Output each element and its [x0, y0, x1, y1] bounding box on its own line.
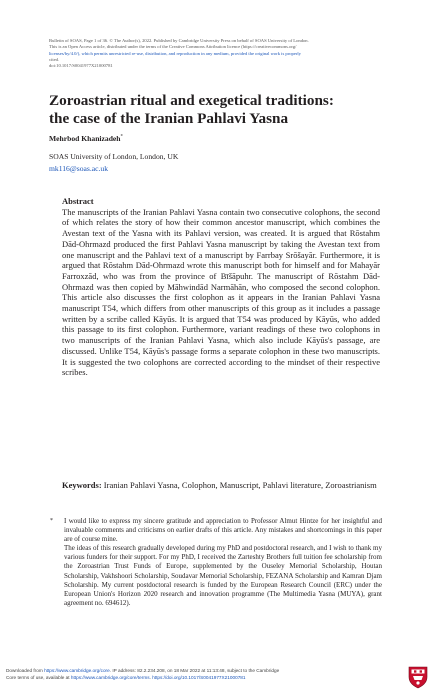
- footer-text: Downloaded from: [6, 668, 43, 673]
- author-footnote-mark[interactable]: *: [120, 134, 124, 140]
- author: [49, 134, 123, 143]
- publication-info: [49, 38, 395, 69]
- doi: doi:10.1017/S0041977X21000781: [49, 63, 113, 69]
- title-line-2: the case of the Iranian Pahlavi Yasna: [49, 109, 289, 127]
- footnote: [50, 517, 382, 608]
- abstract-heading: Abstract: [62, 196, 94, 206]
- keywords: [62, 480, 380, 491]
- keywords-list: Iranian Pahlavi Yasna, Colophon, Manuscript, Pahlavi literature, Zoroastrianism: [103, 480, 377, 490]
- title-line-1: Zoroastrian ritual and exegetical traditions:: [49, 92, 334, 109]
- licence-link[interactable]: licenses/by/4.0/), which permits unrestricted re-use, distribution, and reproduction in any medium, provided the original work is properly: [49, 50, 301, 56]
- cambridge-shield-icon: [406, 665, 430, 689]
- footer-text: .: [149, 674, 151, 680]
- footnote-mark: *: [50, 518, 53, 524]
- abstract-body: The manuscripts of the Iranian Pahlavi Yasna contain two consecutive colophons, the second of which relates the story of how their common ancestor manuscript, which combines the Avestan text of the Yasna with its Pahlavi version, was created. It is argued that Rōstahm Dād-Ohrmazd produced the first Pahlavi Yasna manuscript by taking the Avestan text from one manuscript and the Pahlavi text of a manuscript by Farrbay Srōšayār. Furthermore, it is argued that Rōstahm Dād-Ohrmazd wrote this manuscript both for himself and for Mahayār Farroxzād, who was from the province of Bīšāpuhr. The manuscript of Rōstahm Dād-Ohrmazd was then copied by Māhwindād Narmāhān, who composed the second colophon. This article also discusses the first colophon as it appears in the Iranian Pahlavi Yasna manuscript T54, which differs from other manuscripts of this group as it includes a passage written by a scribe called Kāyūs. It is argued that T54 was produced by Kāyūs, who added this passage to its first colophon. Furthermore, variant readings of these two colophons in two manuscripts of the Iranian Pahlavi Yasna, which also include Kāyūs's passage, are discussed. Unlike T54, Kāyūs's passage forms a separate colophon in these two manuscripts. It is suggested the two colophons are corrected according to the mindset of their respective scribes.: [62, 206, 380, 378]
- author-name: Mehrbod Khanizadeh: [49, 134, 121, 143]
- cambridge-core-link[interactable]: https://www.cambridge.org/core: [44, 668, 110, 673]
- download-footer: [6, 668, 372, 681]
- footnote-paragraph: The ideas of this research gradually developed during my PhD and postdoctoral research, and I wish to thank my various funders for their support. For my PhD, I received the Zarteshty Brothers full tuition fee scholarship from the Zoroastrian Trust Funds of Europe, supplemented by the Ouseley Memorial Scholarship, Houtan Scholarship, Vakhshoori Scholarship, Soudavar Memorial Scholarship, FEZANA Scholarship and Kamran Djam Scholarship. My current postdoctoral research is funded by the European Research Council (ERC) under the European Union's Horizon 2020 research and innovation programme (The Multimedia Yasna (MUYA), grant agreement no. 694612).: [64, 544, 382, 607]
- author-email-link[interactable]: mk116@soas.ac.uk: [49, 164, 109, 173]
- footer-text: . IP address: 82.2.234.208, on 18 Mar 2022 at 11:13:48, subject to the Cambridge: [109, 668, 280, 673]
- keywords-label: Keywords:: [62, 480, 102, 490]
- publication-line: This is an Open Access article, distributed under the terms of the Creative Commons Attribution licence (https://creativecommons.org/: [49, 44, 297, 50]
- abstract: [62, 196, 380, 378]
- footnote-paragraph: I would like to express my sincere gratitude and appreciation to Professor Almut Hintze for her insightful and invaluable comments and criticisms on earlier drafts of this article. Any mistakes and shortcomings in this paper are of course mine.: [64, 517, 382, 544]
- publication-line: Bulletin of SOAS, Page 1 of 36. © The Author(s), 2022. Published by Cambridge University Press on behalf of SOAS University of London.: [49, 38, 309, 43]
- affiliation: SOAS University of London, London, UK: [49, 152, 179, 161]
- article-title: [49, 92, 395, 127]
- doi-link[interactable]: https://doi.org/10.1017/S0041977X21000781: [152, 674, 246, 680]
- footer-text: Core terms of use, available at: [6, 674, 70, 680]
- terms-link[interactable]: https://www.cambridge.org/core/terms: [70, 674, 150, 680]
- publication-line: cited.: [49, 56, 60, 62]
